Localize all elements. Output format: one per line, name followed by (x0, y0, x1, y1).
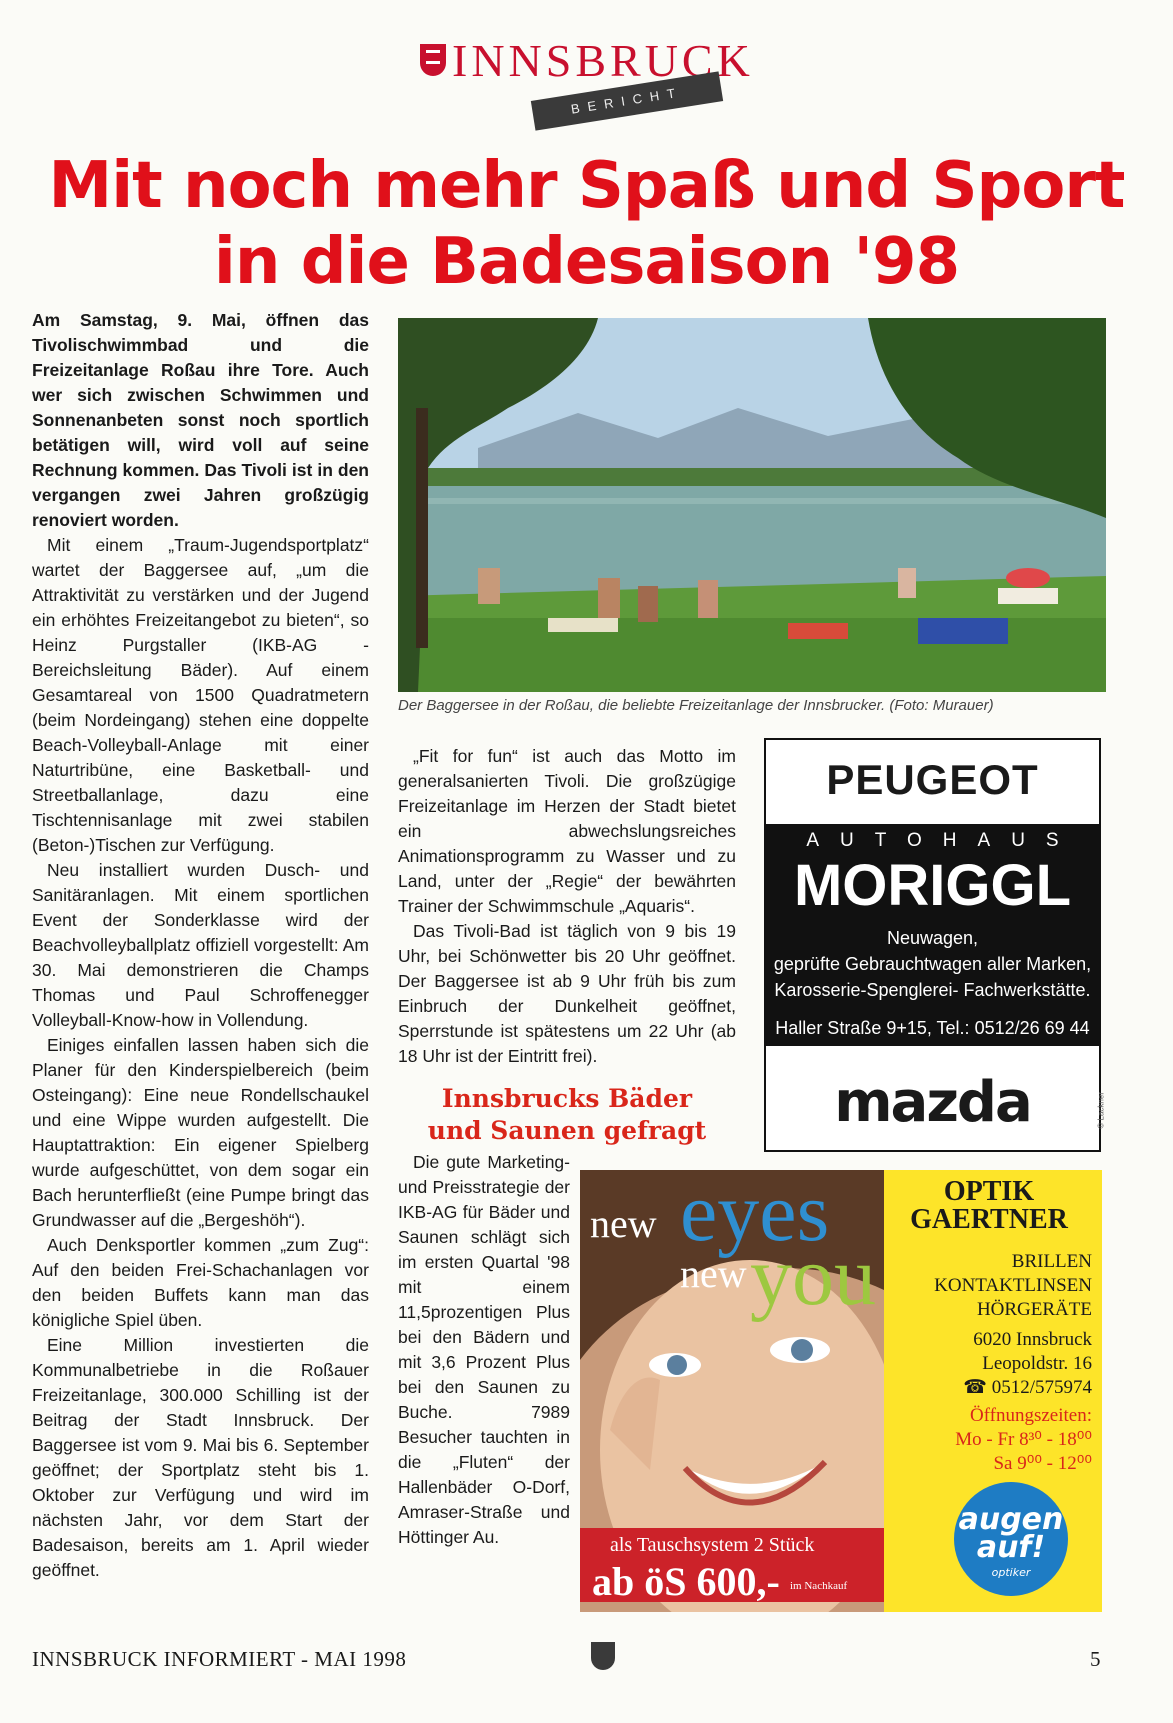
article-paragraph: Eine Million investierten die Kommunalbetriebe in die Roßauer Freizeitanlage, 300.000 Schilling ist der Beitrag der Stadt Innsbruck. Der Baggersee ist vom 9. Mai bis 6. September geöffnet; der Sportplatz steht bis 1. Oktober zur Verfügung und wird im nächsten Jahr, vor dem Start der Badesaison, bereits am 1. April wieder geöffnet. (32, 1335, 369, 1580)
hours-label: Öffnungszeiten: (969, 1405, 1092, 1426)
service-line-3: Karosserie-Spenglerei- Fachwerkstätte. (774, 980, 1091, 1000)
offer-band (580, 1528, 884, 1602)
tagline-new-1: new (590, 1201, 657, 1246)
product-brillen: BRILLEN (1011, 1251, 1092, 1272)
footer-crest-icon (591, 1642, 615, 1670)
dealer-panel (766, 824, 1099, 1046)
article-column-2 (398, 744, 736, 1069)
ad-credit: © Lackner (1097, 1092, 1106, 1129)
lake-scene-illustration (398, 318, 1106, 692)
headline-line-1: Mit noch mehr Spaß und Sport (48, 149, 1125, 223)
subheadline-line-2: und Saunen gefragt (427, 1116, 707, 1145)
city-crest-icon (420, 44, 446, 76)
tagline-new-2: new (680, 1251, 747, 1296)
tagline-eyes: eyes (680, 1170, 830, 1259)
headline-line-2: in die Badesaison '98 (213, 225, 960, 299)
article-paragraph: Das Tivoli-Bad ist täglich von 9 bis 19 Uhr, bei Schönwetter bis 20 Uhr geöffnet. Der Baggersee ist ab 9 Uhr früh bis zum Einbruch der Dunkelheit geöffnet, Sperrstunde ist spätestens um 22 Uhr (ab 18 Uhr ist der Eintritt frei). (398, 921, 736, 1066)
headline (20, 148, 1153, 300)
optik-name (884, 1178, 1094, 1234)
augen-auf-badge (954, 1482, 1068, 1596)
product-kontaktlinsen: KONTAKTLINSEN (934, 1275, 1092, 1296)
article-paragraph: Auch Denksportler kommen „zum Zug“: Auf den beiden Frei-Schachanlagen vor den beiden Buffets kann man das königliche Spiel üben. (32, 1235, 369, 1330)
footer-publication: INNSBRUCK INFORMIERT - MAI 1998 (32, 1647, 407, 1671)
hours-saturday: Sa 9⁰⁰ - 12⁰⁰ (993, 1453, 1092, 1474)
product-hoergeraete: HÖRGERÄTE (976, 1299, 1092, 1320)
optik-gaertner-ad (580, 1170, 1102, 1612)
optik-name-line-2: GAERTNER (910, 1204, 1068, 1235)
page-number: 5 (1090, 1647, 1101, 1671)
offer-note: im Nachkauf (790, 1580, 848, 1592)
badge-line-3: optiker (991, 1566, 1031, 1579)
masthead-subtitle: BERICHT (531, 71, 723, 130)
optik-city: 6020 Innsbruck (973, 1329, 1092, 1350)
badge-line-2: auf! (976, 1530, 1046, 1565)
article-paragraph: Mit einem „Traum-Jugendsportplatz“ wartet der Baggersee auf, „um die Attraktivität zu verstärken und der Jugend ein erhöhtes Freizeitangebot zu bieten“, so Heinz Purgstaller (IKB-AG - Bereichsleitung Bäder). Auf einem Gesamtareal von 1500 Quadratmetern (beim Nordeingang) stehen eine doppelte Beach-Volleyball-Anlage mit einer Naturtribüne, eine Basketball- und Streetballanlage, dazu eine Tischtennisanlage mit zwei stabilen (Beton-)Tischen zur Verfügung. (32, 535, 369, 855)
optik-street: Leopoldstr. 16 (982, 1353, 1092, 1374)
article-paragraph: Die gute Marketing- und Preisstrategie der IKB-AG für Bäder und Saunen schlägt sich im ersten Quartal '98 mit einem 11,5prozentigen Plus bei den Bädern und mit 3,6 Prozent Plus bei den Saunen zu Buche. 7989 Besucher tauchten in die „Fluten“ der Hallenbäder O-Dorf, Amraser-Straße und Höttinger Au. (398, 1152, 570, 1547)
service-line-2: geprüfte Gebrauchtwagen aller Marken, (773, 954, 1092, 974)
offer-text: als Tauschsystem 2 Stück (610, 1534, 815, 1556)
peugeot-brand: PEUGEOT (826, 756, 1039, 803)
subheadline-line-1: Innsbrucks Bäder (441, 1084, 693, 1113)
article-column-3 (398, 1150, 570, 1550)
photo-caption: Der Baggersee in der Roßau, die beliebte Freizeitanlage der Innsbrucker. (Foto: Murauer) (398, 697, 994, 714)
article-paragraph: Einiges einfallen lassen haben sich die Planer für den Kinderspielbereich (beim Osteingang): Eine neue Rondellschaukel und eine Wippe wurden aufgestellt. Die Hauptattraktion: Ein eigener Spielberg wurde aufgeschüttet, von dem sogar ein Bach herunterfließt (eine Pumpe bringt das Grundwasser auf die „Bergeshöh“). (32, 1035, 369, 1230)
badge-line-1: augen (958, 1502, 1064, 1537)
mazda-logo: mazda (834, 1070, 1031, 1135)
dealer-address: Haller Straße 9+15, Tel.: 0512/26 69 44 (775, 1018, 1090, 1038)
masthead-title: INNSBRUCK (452, 35, 754, 86)
article-subheadline (398, 1083, 736, 1147)
optik-name-line-1: OPTIK (943, 1176, 1035, 1207)
service-line-1: Neuwagen, (886, 928, 979, 948)
hours-weekdays: Mo - Fr 8³⁰ - 18⁰⁰ (955, 1429, 1092, 1450)
article-paragraph: Neu installiert wurden Dusch- und Sanitäranlagen. Mit einem sportlichen Event der Sonderklasse wird der Beachvolleyballplatz offiziell vorgestellt: Am 30. Mai demonstrieren die Champs Thomas und Paul Schroffenegger Volleyball-Know-how in Vollendung. (32, 860, 369, 1030)
article-column-1 (32, 308, 369, 1583)
optik-phone: ☎ 0512/575974 (963, 1377, 1092, 1398)
tagline-you: you (750, 1230, 876, 1323)
dealer-name: MORIGGL (793, 853, 1072, 918)
model-photo (580, 1170, 884, 1612)
masthead (420, 35, 754, 126)
lake-photo (398, 318, 1106, 692)
offer-price: ab öS 600,- (592, 1559, 780, 1604)
peugeot-moriggl-ad (764, 738, 1106, 1152)
optik-info (884, 1170, 1102, 1612)
article-paragraph: „Fit for fun“ ist auch das Motto im generalsanierten Tivoli. Die großzügige Freizeitanlage im Herzen der Stadt bietet ein abwechslungsreiches Animationsprogramm zu Wasser und zu Land, unter der „Regie“ der bewährten Trainer der Schwimmschule „Aquaris“. (398, 746, 736, 916)
autohaus-label: AUTOHAUS (806, 830, 1080, 851)
article-lead: Am Samstag, 9. Mai, öffnen das Tivolischwimmbad und die Freizeitanlage Roßau ihre Tore. Auch wer sich zwischen Schwimmen und Sonnenanbeten sonst noch sportlich betätigen will, wird voll auf seine Rechnung kommen. Das Tivoli ist in den vergangen zwei Jahren großzügig renoviert worden. (32, 310, 369, 530)
